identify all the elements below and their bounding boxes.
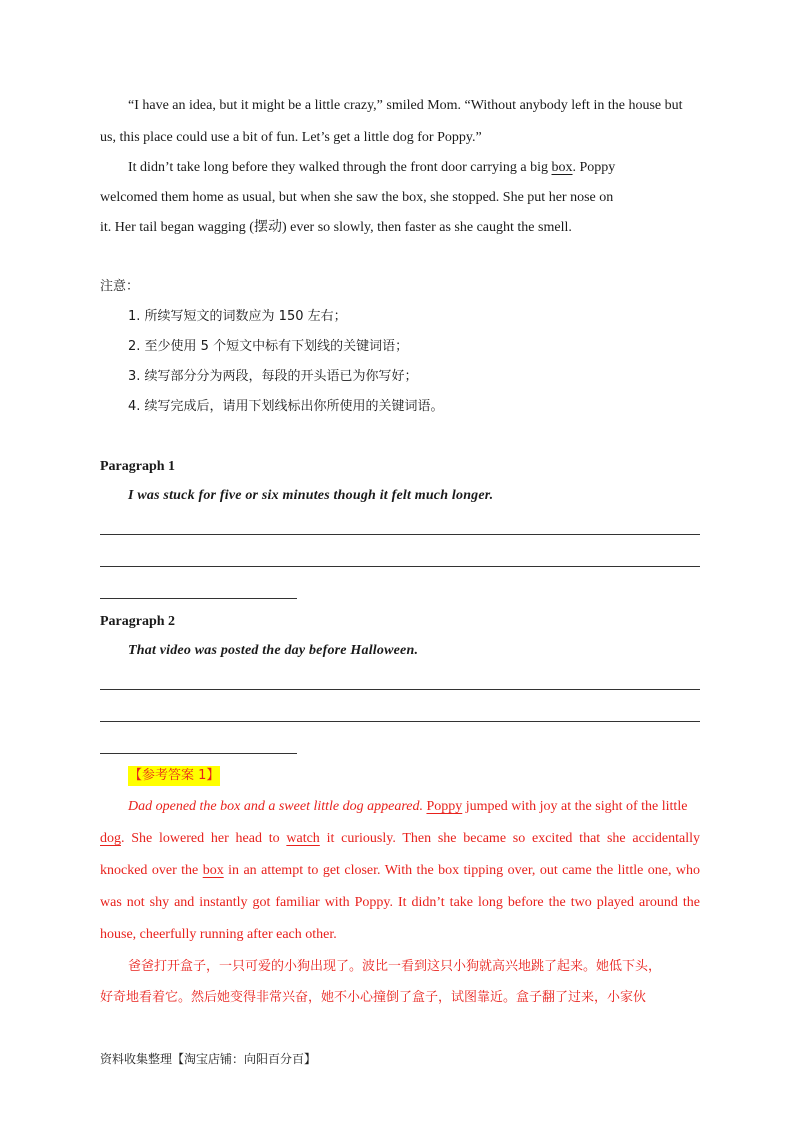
paragraph-opening: That video was posted the day before Halloween. — [128, 643, 419, 658]
story-line: It didn’t take long before they walked through the front door carrying a big box. Poppy — [128, 160, 616, 175]
note-item: 1. 所续写短文的词数应为 150 左右； — [128, 309, 347, 324]
story-line: welcomed them home as usual, but when she saw the box, she stopped. She put her nose on — [100, 190, 614, 205]
answer-line: dog. She lowered her head to watch it curiously. Then she became so excited that she accidentally — [100, 831, 700, 846]
note-item: 3. 续写部分分为两段，每段的开头语已为你写好； — [128, 369, 418, 384]
page-footer: 资料收集整理【淘宝店铺：向阳百分百】 — [100, 1052, 317, 1066]
story-line: it. Her tail began wagging (摆动) ever so slowly, then faster as she caught the smell. — [100, 220, 572, 235]
keyword-underlined: Poppy — [426, 799, 463, 814]
writing-line[interactable] — [100, 566, 700, 567]
story-line: us, this place could use a bit of fun. Let’s get a little dog for Poppy.” — [100, 130, 482, 145]
notes-title: 注意： — [100, 279, 140, 294]
keyword-underlined: box — [202, 863, 224, 878]
paragraph-opening: I was stuck for five or six minutes though it felt much longer. — [128, 488, 494, 503]
writing-line[interactable] — [100, 721, 700, 722]
answer-translation-line: 爸爸打开盒子，一只可爱的小狗出现了。波比一看到这只小狗就高兴地跳了起来。她低下头， — [128, 959, 662, 974]
keyword-underlined: box — [551, 160, 573, 175]
answer-translation-line: 好奇地看着它。然后她变得非常兴奋，她不小心撞倒了盒子，试图靠近。盒子翻了过来，小家伙 — [100, 990, 647, 1005]
keyword-underlined: dog — [100, 831, 121, 846]
writing-line[interactable] — [100, 689, 700, 690]
answer-label: 【参考答案 1】 — [128, 766, 220, 786]
story-line: “I have an idea, but it might be a little crazy,” smiled Mom. “Without anybody left in the house but — [128, 98, 683, 113]
note-item: 2. 至少使用 5 个短文中标有下划线的关键词语； — [128, 339, 409, 354]
note-item: 4. 续写完成后，请用下划线标出你所使用的关键词语。 — [128, 399, 444, 414]
answer-line: house, cheerfully running after each other. — [100, 927, 337, 942]
answer-line: Dad opened the box and a sweet little dog appeared. Poppy jumped with joy at the sight of the little — [128, 799, 688, 814]
writing-line[interactable] — [100, 598, 297, 599]
answer-line: was not shy and instantly got familiar with Poppy. It didn’t take long before the two played around the — [100, 895, 700, 910]
keyword-underlined: watch — [286, 831, 320, 846]
writing-line[interactable] — [100, 534, 700, 535]
answer-line: knocked over the box in an attempt to get closer. With the box tipping over, out came the little one, who — [100, 863, 700, 878]
paragraph-heading: Paragraph 2 — [100, 614, 176, 629]
paragraph-heading: Paragraph 1 — [100, 459, 176, 474]
writing-line[interactable] — [100, 753, 297, 754]
